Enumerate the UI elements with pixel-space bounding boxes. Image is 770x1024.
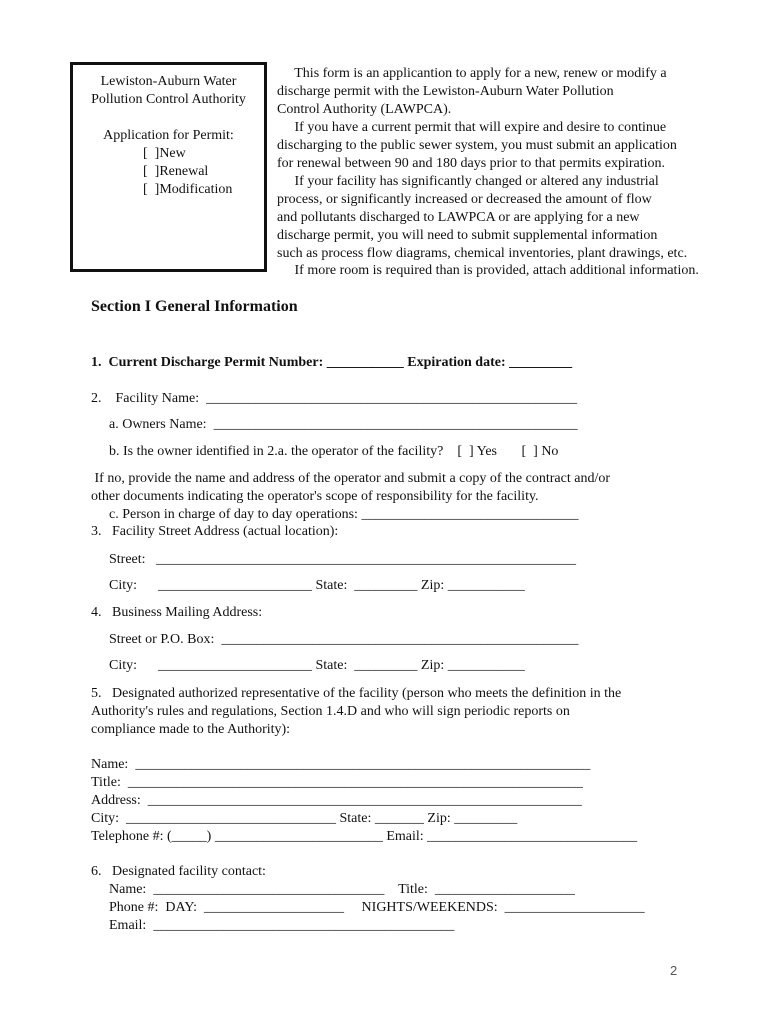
rep-name-field[interactable]: Name: _________________________________________________________________ bbox=[91, 757, 591, 772]
q2-facility-name-field[interactable]: 2. Facility Name: _____________________________________________________ bbox=[91, 391, 578, 406]
q2a-owners-name-field[interactable]: a. Owners Name: ____________________________________________________ bbox=[109, 417, 578, 432]
intro-line: for renewal between 90 and 180 days prior to that permits expiration. bbox=[277, 156, 665, 171]
intro-line: process, or significantly increased or decreased the amount of flow bbox=[277, 192, 652, 207]
q6-name-title-field[interactable]: Name: _________________________________ Title: ____________________ bbox=[109, 882, 575, 897]
intro-line: and pollutants discharged to LAWPCA or are applying for a new bbox=[277, 210, 640, 225]
rep-city-state-zip-field[interactable]: City: ______________________________ State: _______ Zip: _________ bbox=[91, 811, 518, 826]
rep-title-field[interactable]: Title: _________________________________________________________________ bbox=[91, 775, 583, 790]
q6-facility-contact-label: 6. Designated facility contact: bbox=[91, 864, 266, 879]
q5-representative-description: compliance made to the Authority): bbox=[91, 722, 291, 737]
org-name-line1: Lewiston-Auburn Water bbox=[100, 74, 237, 89]
q1-permit-number-field[interactable]: 1. Current Discharge Permit Number: ___________ Expiration date: _________ bbox=[91, 355, 573, 370]
q4-city-state-zip-field[interactable]: City: ______________________ State: _________ Zip: ___________ bbox=[109, 658, 525, 673]
intro-line: discharge permit with the Lewiston-Auburn Water Pollution bbox=[277, 84, 614, 99]
q3-city-state-zip-field[interactable]: City: ______________________ State: _________ Zip: ___________ bbox=[109, 578, 525, 593]
rep-phone-email-field[interactable]: Telephone #: (_____) ________________________ Email: ______________________________ bbox=[91, 829, 638, 844]
q2b-owner-operator-question[interactable]: b. Is the owner identified in 2.a. the operator of the facility? [ ] Yes [ ] No bbox=[109, 444, 559, 459]
page-number: 2 bbox=[670, 963, 678, 978]
intro-line: Control Authority (LAWPCA). bbox=[277, 102, 452, 117]
option-modification-checkbox[interactable]: [ ]Modification bbox=[143, 182, 233, 197]
q5-representative-description: Authority's rules and regulations, Section 1.4.D and who will sign periodic reports on bbox=[91, 704, 570, 719]
option-new-checkbox[interactable]: [ ]New bbox=[143, 146, 186, 161]
option-renewal-checkbox[interactable]: [ ]Renewal bbox=[143, 164, 209, 179]
rep-address-field[interactable]: Address: ______________________________________________________________ bbox=[91, 793, 582, 808]
application-label: Application for Permit: bbox=[103, 128, 234, 143]
intro-line: If more room is required than is provided, attach additional information. bbox=[277, 263, 699, 278]
q6-email-field[interactable]: Email: ___________________________________________ bbox=[109, 918, 455, 933]
if-no-instructions-line1: If no, provide the name and address of the operator and submit a copy of the contract and/or bbox=[91, 471, 610, 486]
intro-line: If you have a current permit that will expire and desire to continue bbox=[277, 120, 667, 135]
intro-line: discharge permit, you will need to submit supplemental information bbox=[277, 228, 658, 243]
q6-phone-field[interactable]: Phone #: DAY: ____________________ NIGHTS/WEEKENDS: ____________________ bbox=[109, 900, 645, 915]
intro-line: This form is an applicantion to apply for a new, renew or modify a bbox=[277, 66, 667, 81]
q2c-person-in-charge-field[interactable]: c. Person in charge of day to day operations: _______________________________ bbox=[109, 507, 579, 522]
q5-representative-description: 5. Designated authorized representative of the facility (person who meets the definition in the bbox=[91, 686, 622, 701]
section-title: Section I General Information bbox=[91, 298, 298, 315]
org-name-line2: Pollution Control Authority bbox=[91, 92, 246, 107]
intro-line: such as process flow diagrams, chemical inventories, plant drawings, etc. bbox=[277, 246, 688, 261]
intro-line: discharging to the public sewer system, you must submit an application bbox=[277, 138, 677, 153]
q3-facility-address-label: 3. Facility Street Address (actual location): bbox=[91, 524, 339, 539]
q4-street-field[interactable]: Street or P.O. Box: ___________________________________________________ bbox=[109, 632, 579, 647]
intro-line: If your facility has significantly changed or altered any industrial bbox=[277, 174, 659, 189]
q3-street-field[interactable]: Street: ____________________________________________________________ bbox=[109, 552, 577, 567]
permit-header-box bbox=[70, 62, 267, 272]
q4-mailing-address-label: 4. Business Mailing Address: bbox=[91, 605, 263, 620]
if-no-instructions-line2: other documents indicating the operator's scope of responsibility for the facility. bbox=[91, 489, 539, 504]
